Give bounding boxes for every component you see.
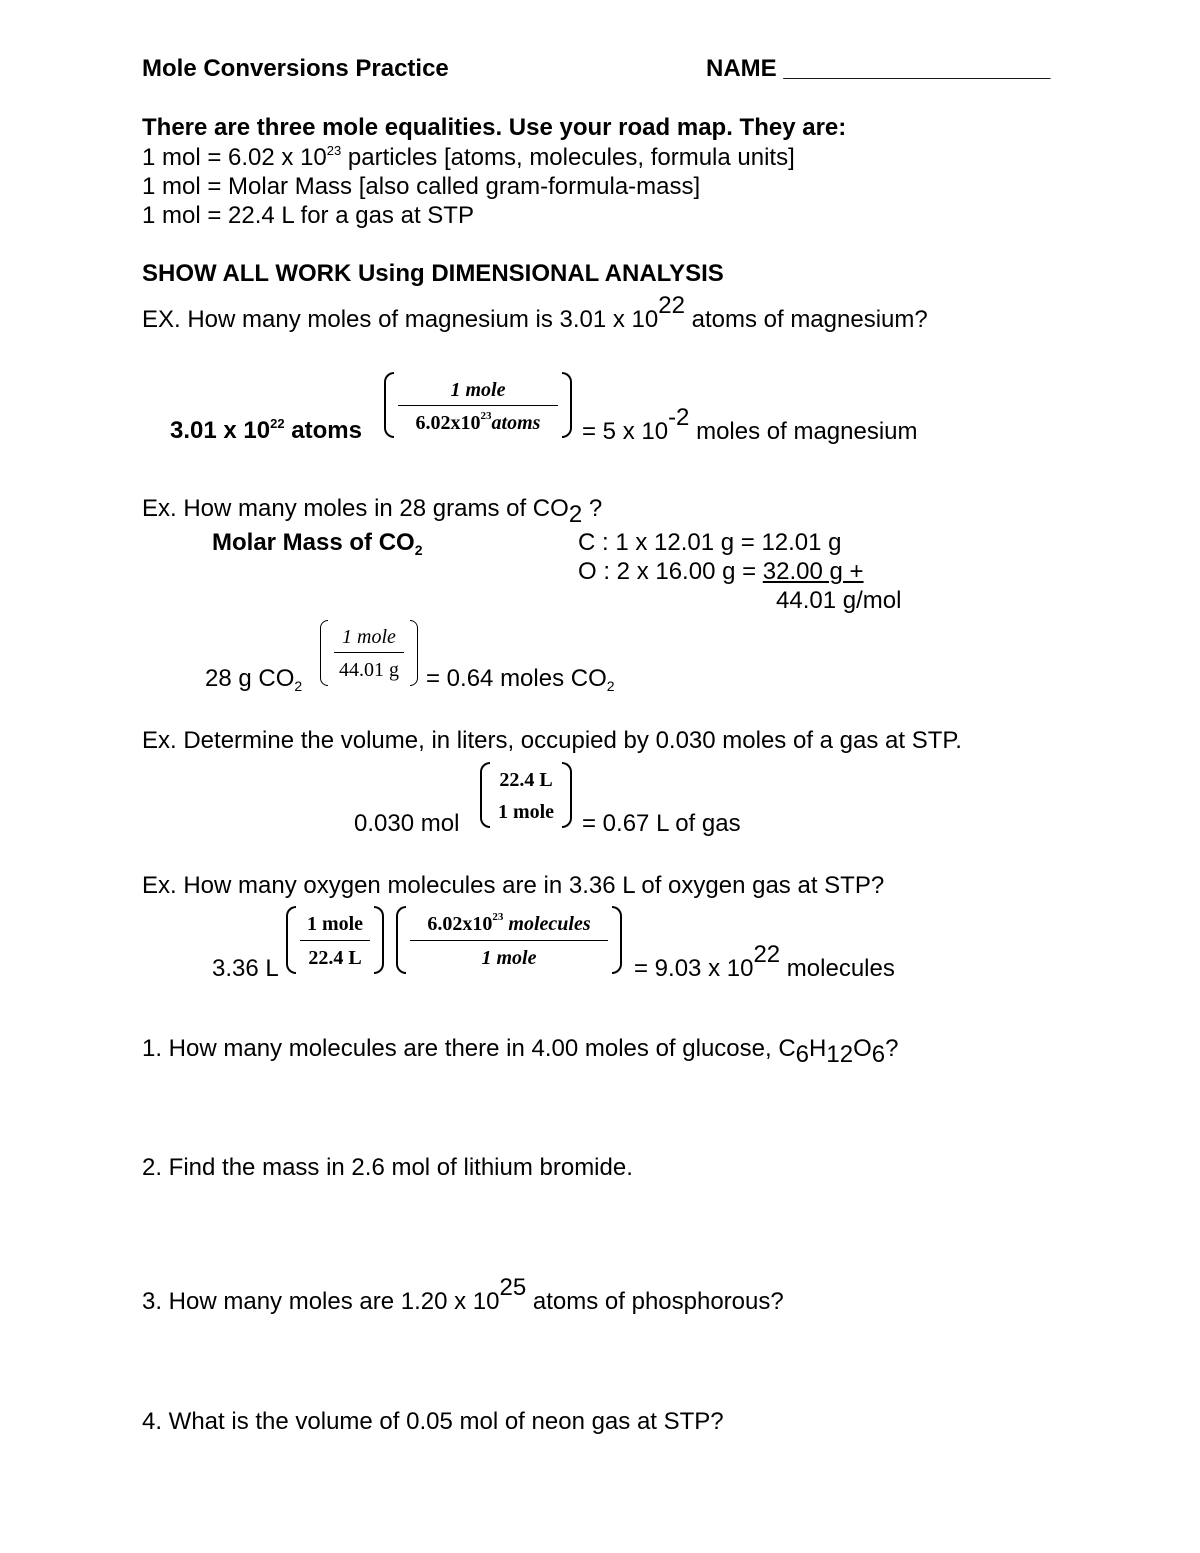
carbon-mass-line: C : 1 x 12.01 g = 12.01 g — [578, 529, 842, 556]
example1-given-text: 3.01 x 10 — [170, 417, 271, 444]
molar-mass-label — [212, 529, 423, 558]
fraction-bar — [398, 405, 558, 406]
example4-result-exponent: 22 — [753, 941, 781, 968]
example1-result — [582, 404, 918, 445]
example2-factor-denominator: 44.01 g — [339, 659, 399, 681]
example1-result-text: = 5 x 10 — [582, 418, 669, 445]
example4-factor2-num-text: 6.02x10 — [427, 913, 493, 935]
equality-3: 1 mol = 22.4 L for a gas at STP — [142, 202, 474, 229]
molar-mass-total: 44.01 g/mol — [776, 587, 902, 614]
example2-given-subscript: 2 — [294, 678, 303, 694]
example1-conversion-factor — [384, 372, 572, 438]
example3-question: Ex. Determine the volume, in liters, occupied by 0.030 moles of a gas at STP. — [142, 727, 962, 754]
question-1-text: 1. How many molecules are there in 4.00 moles of glucose, C — [142, 1035, 796, 1062]
example1-factor-den-exponent: 23 — [480, 410, 492, 422]
example1-result-unit: moles of magnesium — [689, 418, 918, 445]
question-1-h: H — [809, 1035, 827, 1062]
question-3-rest: atoms of phosphorous? — [526, 1288, 784, 1315]
fraction-bar — [410, 940, 608, 941]
equality-2: 1 mol = Molar Mass [also called gram-formula-mass] — [142, 173, 701, 200]
example1-given-unit: atoms — [284, 417, 362, 444]
example2-given-text: 28 g CO — [205, 665, 295, 692]
example2-result-subscript: 2 — [606, 678, 615, 694]
example2-result — [426, 665, 615, 694]
example4-given: 3.36 L — [212, 955, 279, 982]
name-blank: ____________________ — [783, 55, 1051, 82]
example4-factor1-denominator: 22.4 L — [308, 947, 362, 969]
example2-question-text: Ex. How many moles in 28 grams of CO — [142, 495, 569, 522]
fraction-bar — [334, 652, 404, 653]
worksheet-title: Mole Conversions Practice — [142, 55, 449, 82]
example1-factor-den-text: 6.02x10 — [415, 412, 481, 434]
name-label: NAME — [706, 55, 777, 82]
example1-question-exponent: 22 — [658, 292, 685, 319]
intro-heading: There are three mole equalities. Use your road map. They are: — [142, 114, 847, 141]
example4-factor-1 — [286, 906, 384, 974]
example2-question-subscript: 2 — [568, 501, 583, 528]
example1-result-exponent: -2 — [668, 404, 690, 431]
example4-factor2-num-unit: molecules — [503, 913, 591, 935]
example4-factor-2 — [396, 906, 622, 974]
question-1-o: O — [853, 1035, 872, 1062]
question-3-text: 3. How many moles are 1.20 x 10 — [142, 1288, 500, 1315]
oxygen-mass-underlined: 32.00 g + — [762, 558, 864, 585]
molar-mass-label-text: Molar Mass of CO — [212, 529, 415, 556]
question-2: 2. Find the mass in 2.6 mol of lithium bromide. — [142, 1154, 633, 1181]
example2-conversion-factor — [320, 620, 418, 686]
equality-1-rest: particles [atoms, molecules, formula units] — [341, 144, 795, 171]
equality-1 — [142, 143, 795, 171]
question-3 — [142, 1274, 784, 1315]
molar-mass-label-subscript: 2 — [414, 542, 423, 558]
fraction-bar — [300, 940, 370, 941]
example3-given: 0.030 mol — [354, 810, 460, 837]
example2-result-text: = 0.64 moles CO — [426, 665, 607, 692]
oxygen-mass-text: O : 2 x 16.00 g = — [578, 558, 763, 585]
example1-given-exponent: 22 — [270, 416, 285, 431]
example4-factor2-numerator — [396, 911, 622, 935]
example1-factor-numerator: 1 mole — [450, 379, 506, 401]
question-1-end: ? — [885, 1035, 899, 1062]
example3-conversion-factor — [480, 762, 572, 828]
instructions: SHOW ALL WORK Using DIMENSIONAL ANALYSIS — [142, 260, 724, 287]
example4-factor2-num-exponent: 23 — [492, 911, 504, 923]
example1-given — [170, 416, 362, 444]
example4-factor2-denominator: 1 mole — [481, 947, 537, 969]
example4-result-unit: molecules — [780, 955, 895, 982]
question-4: 4. What is the volume of 0.05 mol of neon gas at STP? — [142, 1408, 724, 1435]
example1-question-rest: atoms of magnesium? — [684, 306, 928, 333]
oxygen-mass-line — [578, 560, 864, 584]
question-3-exponent: 25 — [499, 1274, 527, 1301]
equality-1-text: 1 mol = 6.02 x 10 — [142, 144, 327, 171]
question-1 — [142, 1035, 899, 1068]
example1-question-text: EX. How many moles of magnesium is 3.01 x 10 — [142, 306, 659, 333]
example4-result-text: = 9.03 x 10 — [634, 955, 754, 982]
example2-question-end: ? — [582, 495, 603, 522]
question-1-sub-o: 6 — [871, 1041, 886, 1068]
example4-factor1-numerator: 1 mole — [306, 913, 364, 935]
example4-result — [634, 941, 895, 982]
equality-1-exponent: 23 — [326, 143, 342, 158]
example3-factor-denominator: 1 mole — [497, 801, 555, 823]
example2-given — [205, 665, 303, 694]
example3-result: = 0.67 L of gas — [582, 810, 741, 837]
example4-question: Ex. How many oxygen molecules are in 3.36 L of oxygen gas at STP? — [142, 872, 885, 899]
example2-factor-numerator: 1 mole — [342, 626, 396, 648]
example3-factor-numerator: 22.4 L — [499, 769, 553, 791]
example1-question — [142, 292, 928, 333]
question-1-sub-h: 12 — [826, 1041, 854, 1068]
example1-factor-denominator — [384, 410, 572, 434]
question-1-sub-c: 6 — [795, 1041, 810, 1068]
example2-question — [142, 495, 603, 528]
example1-factor-den-unit: atoms — [491, 412, 541, 434]
name-field[interactable] — [706, 57, 1050, 81]
